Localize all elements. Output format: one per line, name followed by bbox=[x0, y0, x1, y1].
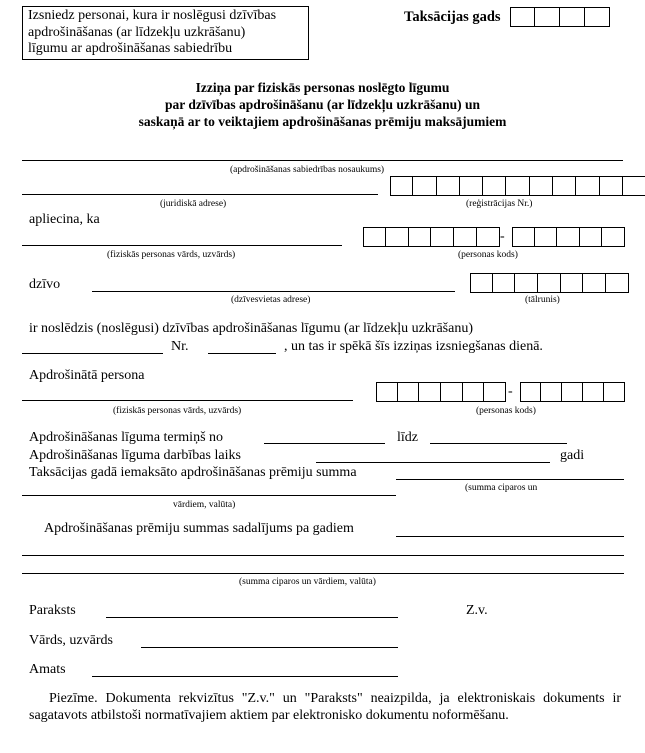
document-title-line-1: Izziņa par fiziskās personas noslēgto līgumu bbox=[195, 80, 450, 95]
company-name-field[interactable] bbox=[22, 160, 623, 161]
contract-term-label: Apdrošināšanas līguma termiņš no bbox=[29, 430, 224, 445]
insured-code-dash: - bbox=[508, 384, 513, 399]
contract-date-field[interactable] bbox=[22, 353, 163, 354]
certifies-label: apliecina, ka bbox=[29, 212, 100, 227]
term-to-label: līdz bbox=[397, 430, 418, 445]
registration-number-caption: (reģistrācijas Nr.) bbox=[466, 199, 533, 209]
phone-caption: (tālrunis) bbox=[525, 295, 560, 305]
person-code-second-cells[interactable] bbox=[512, 227, 625, 247]
registration-number-cells[interactable] bbox=[390, 176, 645, 196]
insured-code-second-cells[interactable] bbox=[520, 382, 625, 402]
footnote-text: Piezīme. Dokumenta rekvizītus "Z.v." un "Paraksts" neaizpilda, ja elektroniskais dokuments ir sagatavots atbilstoši normatīvajiem aktiem par elektronisko dokumentu noformēšanu. bbox=[29, 691, 621, 723]
residence-label: dzīvo bbox=[29, 277, 61, 292]
issuance-note-line-1: Izsniedz personai, kura ir noslēgusi dzīvības bbox=[28, 8, 277, 23]
term-start-field[interactable] bbox=[264, 443, 385, 444]
contract-concluded-text: ir noslēdzis (noslēgusi) dzīvības apdrošināšanas līgumu (ar līdzekļu uzkrāšanu) bbox=[29, 321, 473, 336]
company-name-caption: (apdrošināšanas sabiedrības nosaukums) bbox=[230, 165, 385, 175]
premium-distribution-label: Apdrošināšanas prēmiju summas sadalījums pa gadiem bbox=[44, 521, 354, 536]
name-surname-field[interactable] bbox=[141, 647, 398, 648]
issuance-note-line-2: apdrošināšanas (ar līdzekļu uzkrāšanu) bbox=[28, 24, 246, 40]
person-name-field[interactable] bbox=[22, 245, 342, 246]
premium-sum-label: Taksācijas gadā iemaksāto apdrošināšanas prēmiju summa bbox=[29, 465, 357, 480]
document-title-line-2: par dzīvības apdrošināšanu (ar līdzekļu uzkrāšanu) un bbox=[164, 97, 481, 112]
document-title-line-3: saskaņā ar to veiktajiem apdrošināšanas prēmiju maksājumiem bbox=[138, 114, 507, 129]
legal-address-caption: (juridiskā adrese) bbox=[160, 199, 227, 209]
insured-person-name-field[interactable] bbox=[22, 400, 353, 401]
person-code-dash: - bbox=[500, 229, 505, 244]
issuance-note-box bbox=[22, 6, 309, 60]
person-code-caption: (personas kods) bbox=[458, 250, 518, 260]
signature-label: Paraksts bbox=[29, 603, 76, 618]
residence-address-caption: (dzīvesvietas adrese) bbox=[231, 295, 311, 305]
distribution-field-3[interactable] bbox=[22, 573, 624, 574]
tax-year-label: Taksācijas gads bbox=[404, 9, 501, 25]
position-label: Amats bbox=[29, 662, 66, 677]
insured-code-caption: (personas kods) bbox=[476, 406, 536, 416]
premium-sum-field-2[interactable] bbox=[22, 495, 396, 496]
position-field[interactable] bbox=[92, 676, 398, 677]
signature-field[interactable] bbox=[106, 617, 398, 618]
issuance-note-line-3: līgumu ar apdrošināšanas sabiedrību bbox=[28, 41, 233, 56]
years-label: gadi bbox=[560, 448, 585, 463]
distribution-field-2[interactable] bbox=[22, 555, 624, 556]
contract-duration-field[interactable] bbox=[316, 462, 550, 463]
premium-sum-caption-1: (summa ciparos un bbox=[465, 483, 538, 493]
contract-number-label: Nr. bbox=[171, 339, 189, 354]
phone-number-cells[interactable] bbox=[470, 273, 629, 293]
distribution-caption: (summa ciparos un vārdiem, valūta) bbox=[239, 577, 376, 587]
distribution-field-1[interactable] bbox=[396, 536, 624, 537]
legal-address-field[interactable] bbox=[22, 194, 378, 195]
term-end-field[interactable] bbox=[430, 443, 567, 444]
person-code-first-cells[interactable] bbox=[363, 227, 500, 247]
contract-duration-label: Apdrošināšanas līguma darbības laiks bbox=[29, 448, 241, 463]
insured-person-label: Apdrošinātā persona bbox=[29, 368, 145, 383]
residence-address-field[interactable] bbox=[92, 291, 455, 292]
premium-sum-caption-2: vārdiem, valūta) bbox=[173, 500, 236, 510]
contract-number-field[interactable] bbox=[208, 353, 276, 354]
person-name-caption: (fiziskās personas vārds, uzvārds) bbox=[107, 250, 236, 260]
tax-year-cells[interactable] bbox=[510, 7, 610, 27]
name-surname-label: Vārds, uzvārds bbox=[29, 633, 113, 648]
insured-code-first-cells[interactable] bbox=[376, 382, 506, 402]
premium-sum-field-1[interactable] bbox=[396, 479, 624, 480]
seal-label: Z.v. bbox=[466, 603, 488, 618]
contract-valid-text: , un tas ir spēkā šīs izziņas izsniegšanas dienā. bbox=[284, 339, 543, 354]
insured-name-caption: (fiziskās personas vārds, uzvārds) bbox=[113, 406, 242, 416]
